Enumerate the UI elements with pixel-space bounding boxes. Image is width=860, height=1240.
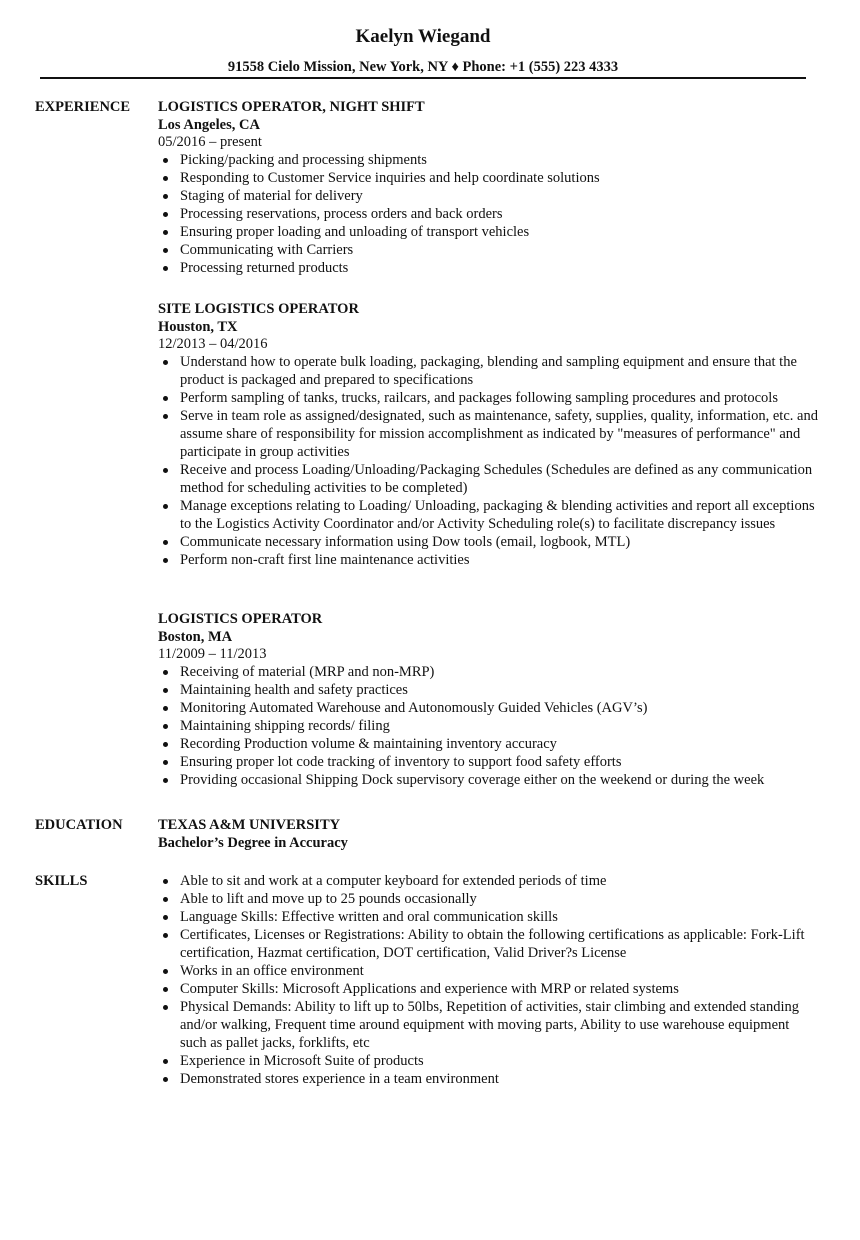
list-item: Providing occasional Shipping Dock supervisory coverage either on the weekend or during the week [158, 771, 818, 789]
skills-block [158, 872, 818, 1088]
list-item: Maintaining shipping records/ filing [158, 717, 818, 735]
list-item: Manage exceptions relating to Loading/ Unloading, packaging & blending activities and report all exceptions to the Logistics Activity Coordinator and/or Activity Scheduling role(s) to facilitate discrepancy issues [158, 497, 818, 533]
list-item: Certificates, Licenses or Registrations: Ability to obtain the following certifications as applicable: Fork-Lift certification, Hazmat certification, DOT certification, Valid Driver?s License [158, 926, 818, 962]
job-title: SITE LOGISTICS OPERATOR [158, 301, 359, 317]
list-item: Processing returned products [158, 259, 818, 277]
job-location: Los Angeles, CA [158, 117, 260, 133]
job-entry-3 [158, 610, 818, 789]
job-duties-list [158, 151, 818, 277]
list-item: Perform sampling of tanks, trucks, railcars, and packages following sampling procedures and protocols [158, 389, 818, 407]
list-item: Ensuring proper loading and unloading of transport vehicles [158, 223, 818, 241]
job-dates: 11/2009 – 11/2013 [158, 646, 267, 662]
list-item: Understand how to operate bulk loading, packaging, blending and sampling equipment and ensure that the product is packaged and prepared to specifications [158, 353, 818, 389]
skills-list [158, 872, 818, 1088]
list-item: Staging of material for delivery [158, 187, 818, 205]
list-item: Communicating with Carriers [158, 241, 818, 259]
job-dates: 12/2013 – 04/2016 [158, 336, 268, 352]
job-entry-1 [158, 98, 818, 277]
experience-heading: EXPERIENCE [35, 99, 131, 115]
job-title: LOGISTICS OPERATOR, NIGHT SHIFT [158, 99, 425, 115]
education-entry [158, 816, 818, 852]
job-duties-list [158, 663, 818, 789]
list-item: Maintaining health and safety practices [158, 681, 818, 699]
job-dates: 05/2016 – present [158, 134, 262, 150]
list-item: Demonstrated stores experience in a team environment [158, 1070, 818, 1088]
list-item: Physical Demands: Ability to lift up to 50lbs, Repetition of activities, stair climbing and extended standing and/or walking, Frequent time around equipment with moving parts, Ability to use warehouse equipment such as pallet jacks, forklifts, etc [158, 998, 818, 1052]
list-item: Computer Skills: Microsoft Applications and experience with MRP or related systems [158, 980, 818, 998]
list-item: Able to lift and move up to 25 pounds occasionally [158, 890, 818, 908]
list-item: Picking/packing and processing shipments [158, 151, 818, 169]
list-item: Perform non-craft first line maintenance activities [158, 551, 818, 569]
list-item: Experience in Microsoft Suite of products [158, 1052, 818, 1070]
list-item: Serve in team role as assigned/designated, such as maintenance, safety, supplies, quality, information, etc. and assume share of responsibility for mission accomplishment as indicated by "measures of performance" and participate in group activities [158, 407, 818, 461]
list-item: Able to sit and work at a computer keyboard for extended periods of time [158, 872, 818, 890]
list-item: Responding to Customer Service inquiries and help coordinate solutions [158, 169, 818, 187]
list-item: Receive and process Loading/Unloading/Packaging Schedules (Schedules are defined as any communication method for scheduling activities to be completed) [158, 461, 818, 497]
list-item: Communicate necessary information using Dow tools (email, logbook, MTL) [158, 533, 818, 551]
education-heading: EDUCATION [35, 817, 123, 833]
list-item: Processing reservations, process orders and back orders [158, 205, 818, 223]
header-divider [40, 77, 806, 79]
job-title: LOGISTICS OPERATOR [158, 611, 323, 627]
list-item: Ensuring proper lot code tracking of inventory to support food safety efforts [158, 753, 818, 771]
school-name: TEXAS A&M UNIVERSITY [158, 817, 341, 833]
contact-line: 91558 Cielo Mission, New York, NY ♦ Phone: +1 (555) 223 4333 [227, 59, 619, 75]
degree: Bachelor’s Degree in Accuracy [158, 835, 348, 851]
list-item: Recording Production volume & maintaining inventory accuracy [158, 735, 818, 753]
list-item: Monitoring Automated Warehouse and Autonomously Guided Vehicles (AGV’s) [158, 699, 818, 717]
candidate-name: Kaelyn Wiegand [355, 26, 491, 47]
job-location: Houston, TX [158, 319, 238, 335]
list-item: Receiving of material (MRP and non-MRP) [158, 663, 818, 681]
list-item: Language Skills: Effective written and oral communication skills [158, 908, 818, 926]
job-location: Boston, MA [158, 629, 233, 645]
job-entry-2 [158, 300, 818, 569]
skills-heading: SKILLS [35, 873, 88, 889]
list-item: Works in an office environment [158, 962, 818, 980]
job-duties-list [158, 353, 818, 569]
